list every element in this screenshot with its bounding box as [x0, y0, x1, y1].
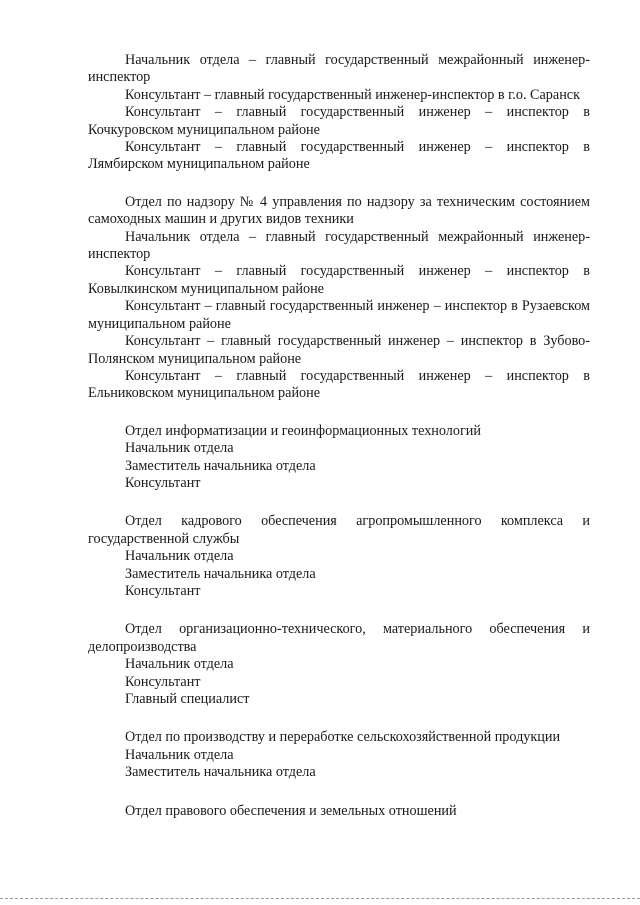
- position-item: Консультант: [125, 673, 201, 690]
- position-item: Начальник отдела – главный государственный межрайонный инженер-инспектор: [88, 228, 590, 263]
- page-bottom-rule: [0, 898, 640, 899]
- position-item: Начальник отдела: [125, 746, 234, 763]
- position-item: Консультант – главный государственный инженер-инспектор в г.о. Саранск: [125, 86, 580, 103]
- position-item: Начальник отдела: [125, 656, 234, 673]
- section-continuation: [88, 52, 590, 174]
- position-item: Заместитель начальника отдела: [125, 764, 316, 781]
- position-item: Консультант – главный государственный инженер – инспектор в Ельниковском муниципальном районе: [88, 367, 590, 402]
- department-heading: Отдел по надзору № 4 управления по надзору за техническим состоянием самоходных машин и других видов техники: [88, 193, 590, 228]
- position-item: Консультант – главный государственный инженер – инспектор в Кочкуровском муниципальном районе: [88, 104, 590, 138]
- position-item: Заместитель начальника отдела: [125, 457, 316, 474]
- position-item: Главный специалист: [125, 691, 250, 707]
- position-item: Начальник отдела – главный государственный межрайонный инженер-инспектор: [88, 52, 590, 86]
- section-production: [88, 729, 590, 781]
- position-item: Консультант – главный государственный инженер – инспектор в Зубово-Полянском муниципальном районе: [88, 333, 590, 367]
- section-informatization: [88, 423, 590, 493]
- position-item: Начальник отдела: [125, 548, 234, 565]
- department-heading: Отдел информатизации и геоинформационных технологий: [125, 422, 481, 439]
- position-item: Консультант: [125, 474, 201, 491]
- position-item: Консультант – главный государственный инженер – инспектор в Лямбирском муниципальном районе: [88, 139, 590, 173]
- document-page: [88, 52, 590, 820]
- section-supervision-4: [88, 194, 590, 403]
- section-legal: [88, 803, 590, 820]
- department-heading: Отдел организационно-технического, материального обеспечения и делопроизводства: [88, 621, 590, 655]
- position-item: Консультант – главный государственный инженер – инспектор в Ковылкинском муниципальном районе: [88, 263, 590, 297]
- section-personnel: [88, 513, 590, 600]
- department-heading: Отдел правового обеспечения и земельных отношений: [125, 802, 457, 819]
- department-heading: Отдел кадрового обеспечения агропромышленного комплекса и государственной службы: [88, 513, 590, 547]
- position-item: Консультант – главный государственный инженер – инспектор в Рузаевском муниципальном районе: [88, 298, 590, 332]
- department-heading: Отдел по производству и переработке сельскохозяйственной продукции: [125, 729, 561, 746]
- position-item: Начальник отдела: [125, 440, 234, 457]
- section-organizational: [88, 621, 590, 708]
- position-item: Консультант: [125, 582, 201, 599]
- position-item: Заместитель начальника отдела: [125, 565, 316, 582]
